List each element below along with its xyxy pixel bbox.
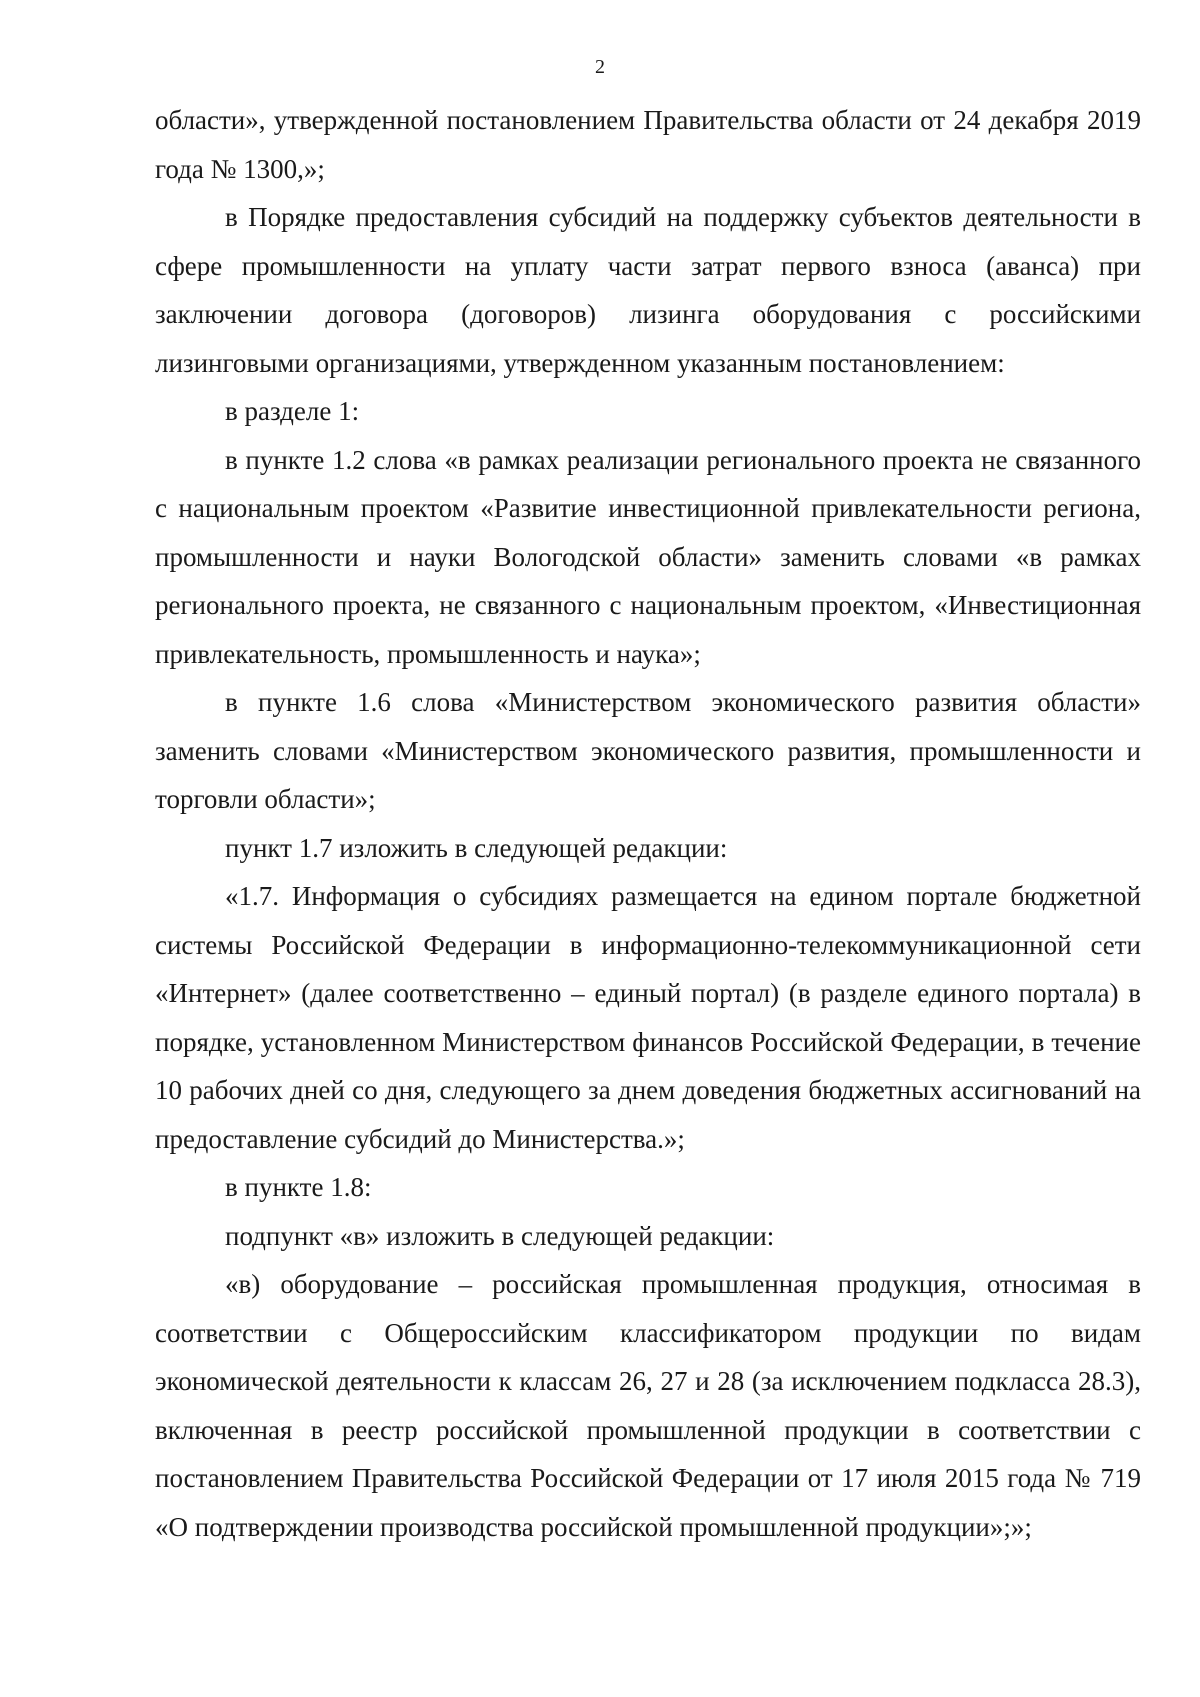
paragraph: в пункте 1.8: (225, 1172, 372, 1202)
paragraph: «1.7. Информация о субсидиях размещается на едином портале бюджетной системы Российской Федерации в информационно-телекоммуникационной сети «Интернет» (далее соответственно – единый портал) (в разделе единого портала) в порядке, установленном Министерством финансов Российской Федерации, в течение 10 рабочих дней со дня, следующего за днем доведения бюджетных ассигнований на предоставление субсидий до Министерства.»; (155, 881, 1141, 1154)
paragraph: подпункт «в» изложить в следующей редакции: (225, 1220, 775, 1251)
document-body (155, 96, 1141, 1551)
paragraph: в Порядке предоставления субсидий на поддержку субъектов деятельности в сфере промышленности на уплату части затрат первого взноса (аванса) при заключении договора (договоров) лизинга оборудования с российскими лизинговыми организациями, утвержденном указанным постановлением: (155, 202, 1141, 378)
page-number: 2 (595, 56, 605, 78)
paragraph: пункт 1.7 изложить в следующей редакции: (225, 832, 728, 863)
paragraph: области», утвержденной постановлением Правительства области от 24 декабря 2019 года № 1300,»; (155, 105, 1141, 184)
paragraph: в разделе 1: (225, 396, 360, 426)
paragraph: «в) оборудование – российская промышленная продукция, относимая в соответствии с Общероссийским классификатором продукции по видам экономической деятельности к классам 26, 27 и 28 (за исключением подкласса 28.3), включенная в реестр российской промышленной продукции в соответствии с постановлением Правительства Российской Федерации от 17 июля 2015 года № 719 «О подтверждении производства российской промышленной продукции»;»; (155, 1269, 1141, 1542)
paragraph: в пункте 1.6 слова «Министерством экономического развития области» заменить словами «Министерством экономического развития, промышленности и торговли области»; (155, 687, 1141, 814)
paragraph: в пункте 1.2 слова «в рамках реализации регионального проекта не связанного с национальным проектом «Развитие инвестиционной привлекательности региона, промышленности и науки Вологодской области» заменить словами «в рамках регионального проекта, не связанного с национальным проектом, «Инвестиционная привлекательность, промышленность и наука»; (155, 444, 1141, 669)
